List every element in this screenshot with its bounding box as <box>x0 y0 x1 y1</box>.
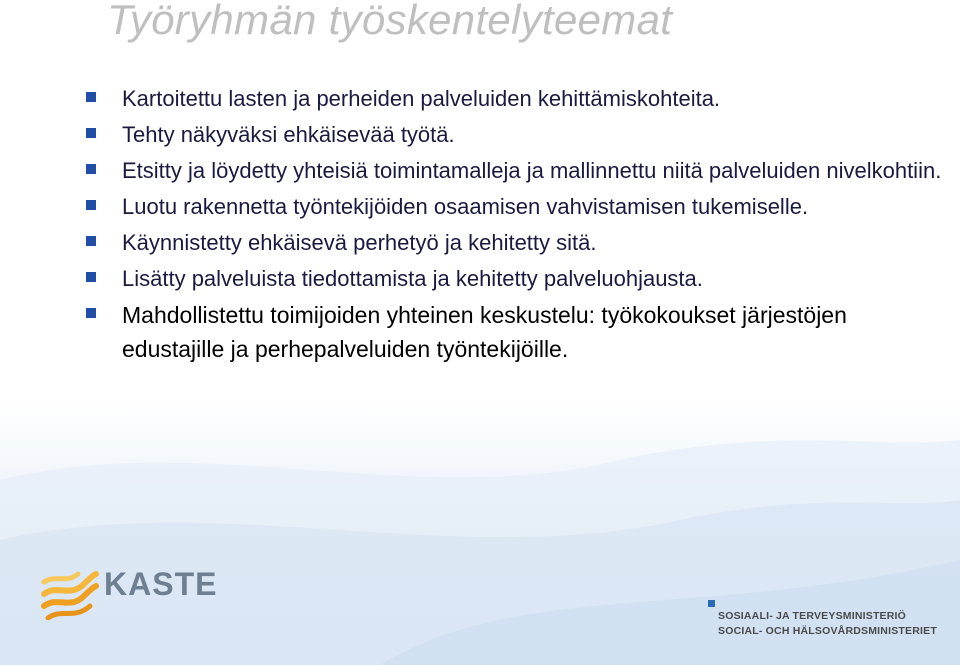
ministry-name-fi: SOSIAALI- JA TERVEYSMINISTERIÖ <box>718 610 907 622</box>
bullet-text: Mahdollistettu toimijoiden yhteinen keskustelu: työkokoukset järjestöjen edustajille ja perhepalveluiden työntekijöille. <box>122 302 847 362</box>
bullet-text: Kartoitettu lasten ja perheiden palveluiden kehittämiskohteita. <box>122 86 721 111</box>
list-item <box>86 226 946 259</box>
list-item <box>86 298 946 366</box>
bullet-text: Tehty näkyväksi ehkäisevää työtä. <box>122 122 455 147</box>
bullet-text: Etsitty ja löydetty yhteisiä toimintamalleja ja mallinnettu niitä palveluiden nivelkohtiin. <box>122 158 942 183</box>
bullet-text: Lisätty palveluista tiedottamista ja kehitetty palveluohjausta. <box>122 266 703 291</box>
bullet-text: Käynnistetty ehkäisevä perhetyö ja kehitetty sitä. <box>122 230 597 255</box>
ministry-square-icon <box>708 600 715 607</box>
bullet-square-icon <box>86 308 96 318</box>
bullet-square-icon <box>86 92 96 102</box>
list-item <box>86 118 946 151</box>
bullet-text: Luotu rakennetta työntekijöiden osaamisen vahvistamisen tukemiselle. <box>122 194 809 219</box>
list-item <box>86 190 946 223</box>
bullet-square-icon <box>86 272 96 282</box>
slide-title: Työryhmän työskentelyteemat <box>107 0 673 43</box>
bullet-square-icon <box>86 164 96 174</box>
list-item <box>86 154 946 187</box>
bullet-square-icon <box>86 200 96 210</box>
kaste-logo-text: KASTE <box>104 566 218 602</box>
bullet-square-icon <box>86 128 96 138</box>
bullet-square-icon <box>86 236 96 246</box>
bullet-list <box>86 82 946 369</box>
list-item <box>86 82 946 115</box>
list-item <box>86 262 946 295</box>
ministry-name-sv: SOCIAL- OCH HÄLSOVÅRDSMINISTERIET <box>718 625 937 637</box>
